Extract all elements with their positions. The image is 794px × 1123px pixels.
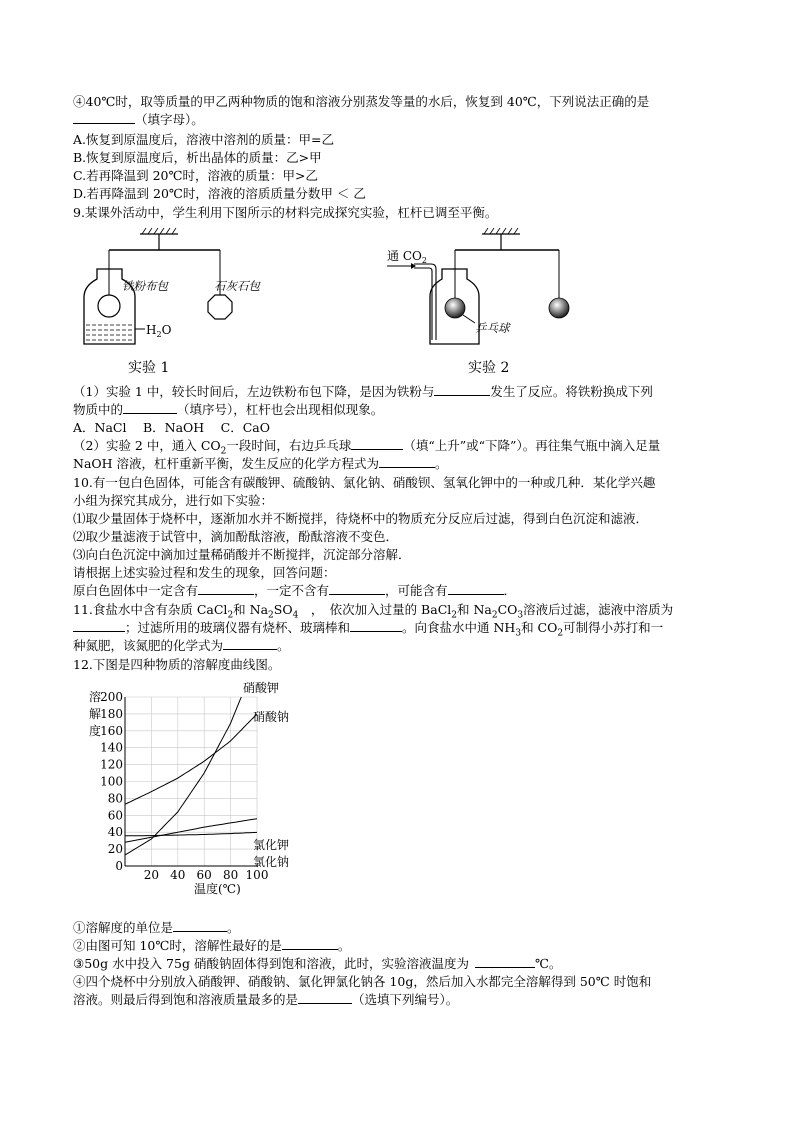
y-axis-label: 溶 (89, 690, 102, 704)
y-tick-label: 80 (107, 791, 123, 806)
series-line (125, 714, 257, 804)
answer-blank[interactable] (298, 991, 352, 1004)
q10-step3: ⑶向白色沉淀中滴加过量稀硝酸并不断搅拌，沉淀部分溶解． (73, 547, 411, 562)
series-label: 氯化钾 (253, 838, 290, 852)
q9-part2-line1: （2）实验 2 中，通入 $CO_2$一段时间，右边乒乓球 （填“上升”或“下降”）。再往集气瓶中滴入足量 (73, 438, 661, 457)
q9-part2-line2: NaOH 溶液，杠杆重新平衡，发生反应的化学方程式为 。 (73, 456, 448, 471)
x-tick-label: 80 (222, 868, 239, 882)
answer-blank[interactable] (123, 401, 177, 414)
ping-pong-ball-left (445, 298, 465, 318)
y-tick-label: 200 (100, 690, 123, 704)
q9-experiment-figure (75, 222, 595, 380)
limestone-bag (208, 295, 232, 319)
answer-blank[interactable] (223, 637, 277, 650)
answer-blank[interactable] (379, 455, 435, 468)
q8-option-b: B.恢复到原温度后，析出晶体的质量：乙>甲 (73, 150, 322, 165)
q8-option-d: D.若再降温到 20℃时，溶液的溶质质量分数甲 ＜ 乙 (73, 186, 366, 201)
q10-step1: ⑴取少量固体于烧杯中，逐渐加水并不断搅拌，待烧杯中的物质充分反应后过滤，得到白色沉淀和滤液． (73, 511, 649, 526)
answer-blank[interactable] (329, 582, 385, 595)
ping-pong-ball-right (549, 298, 569, 318)
water-label: $H_2O$ (146, 323, 172, 339)
series-label: 氯化钠 (253, 855, 290, 869)
q8-option-c: C.若再降温到 20℃时，溶液的质量：甲>乙 (73, 168, 318, 183)
answer-blank[interactable] (73, 619, 125, 632)
y-axis-label: 度 (89, 723, 102, 738)
q8-option-a: A.恢复到原温度后，溶液中溶剂的质量：甲=乙 (73, 132, 334, 147)
co2-inlet-label: 通 $CO_2$ (387, 249, 427, 265)
q9-part1-line2: 物质中的 （填序号），杠杆也会出现相似现象。 (73, 402, 384, 417)
y-tick-label: 160 (100, 723, 123, 738)
y-tick-label: 60 (107, 808, 123, 823)
solubility-chart (80, 680, 320, 895)
limestone-bag-label: 石灰石包 (214, 279, 260, 293)
q9-part1-line1: （1）实验 1 中，较长时间后，左边铁粉布包下降，是因为铁粉与 发生了反应。将铁粉换成下列 (73, 384, 653, 399)
iron-bag-label: 铁粉布包 (122, 279, 168, 293)
y-tick-label: 140 (100, 740, 123, 755)
experiment-2-label: 实验 2 (468, 360, 510, 376)
x-tick-label: 40 (170, 868, 186, 882)
q12-sub2: ②由图可知 10℃时，溶解性最好的是 。 (73, 938, 351, 953)
q11-line2: ；过滤所用的玻璃仪器有烧杯、玻璃棒和 。向食盐水中通 $NH_3$和 $CO_2$可制得小苏打和一 (73, 619, 663, 636)
q10-line2: 小组为探究其成分，进行如下实验： (73, 493, 274, 508)
y-axis-label: 解 (89, 706, 102, 721)
y-tick-label: 0 (115, 859, 123, 873)
answer-blank[interactable] (198, 582, 254, 595)
answer-blank[interactable] (282, 937, 338, 950)
q10-line1: 10.有一包白色固体，可能含有碳酸钾、硫酸钠、氯化钠、硝酸钡、氢氧化钾中的一种或几种．某化学兴趣 (73, 475, 656, 490)
answer-blank[interactable] (173, 919, 227, 932)
experiment-1-label: 实验 1 (128, 360, 170, 376)
q12-sub4-line2: 溶液。则最后得到饱和溶液质量最多的是 （选填下列编号）。 (73, 992, 459, 1007)
q12-sub4-line1: ④四个烧杯中分别放入硝酸钾、硝酸钠、氯化钾氯化钠各 10g，然后加入水都完全溶解得到 50℃ 时饱和 (73, 974, 652, 989)
series-label: 硝酸钠 (253, 710, 290, 724)
series-label: 硝酸钾 (243, 681, 280, 695)
answer-blank[interactable] (448, 582, 504, 595)
x-axis-label: 温度(℃) (194, 882, 241, 895)
y-tick-label: 120 (100, 757, 123, 772)
q12-sub1: ①溶解度的单位是 。 (73, 920, 240, 935)
y-tick-label: 40 (107, 825, 123, 840)
q11-line3: 种氮肥，该氮肥的化学式为 。 (73, 638, 290, 653)
ping-pong-label: 乒乓球 (475, 321, 510, 335)
y-tick-label: 100 (100, 774, 123, 789)
q11-line1: 11.食盐水中含有杂质 CaCl$_2$和 $Na_2SO_4$ ， 依次加入过量的 BaCl$_2$和 $Na_2CO_3$溶液后过滤，滤液中溶质为 (73, 602, 674, 621)
answer-blank[interactable] (475, 955, 535, 968)
answer-blank[interactable] (73, 111, 135, 124)
q9-stem: 9.某课外活动中，学生利用下图所示的材料完成探究实验，杠杆已调至平衡。 (73, 205, 498, 220)
answer-blank[interactable] (350, 619, 402, 632)
answer-blank[interactable] (351, 437, 403, 450)
y-tick-label: 20 (107, 842, 123, 857)
q10-answer-line: 原白色固体中一定含有 ，一定不含有 ，可能含有 ． (73, 583, 517, 598)
iron-powder-bag (98, 295, 120, 317)
q8-4-stem-tail: （填字母）。 (73, 111, 204, 128)
x-tick-label: 20 (143, 868, 160, 882)
q10-instruction: 请根据上述实验过程和发生的现象，回答问题： (73, 565, 336, 580)
x-tick-label: 60 (196, 868, 212, 882)
series-line (125, 832, 257, 835)
answer-blank[interactable] (434, 383, 490, 396)
q12-stem: 12.下图是四种物质的溶解度曲线图。 (73, 657, 281, 672)
q8-4-stem: ④40℃时，取等质量的甲乙两种物质的饱和溶液分别蒸发等量的水后，恢复到 40℃，下列说法正确的是 (73, 94, 650, 109)
q12-sub3: ③50g 水中投入 75g 硝酸钠固体得到饱和溶液，此时，实验溶液温度为 ℃。 (73, 956, 562, 971)
y-tick-label: 180 (100, 706, 123, 721)
q10-step2: ⑵取少量滤液于试管中，滴加酚酞溶液，酚酞溶液不变色． (73, 529, 399, 544)
series-line (125, 819, 257, 843)
q9-options: A．NaCl B．NaOH C．CaO (73, 420, 270, 435)
x-tick-label: 100 (245, 868, 269, 882)
